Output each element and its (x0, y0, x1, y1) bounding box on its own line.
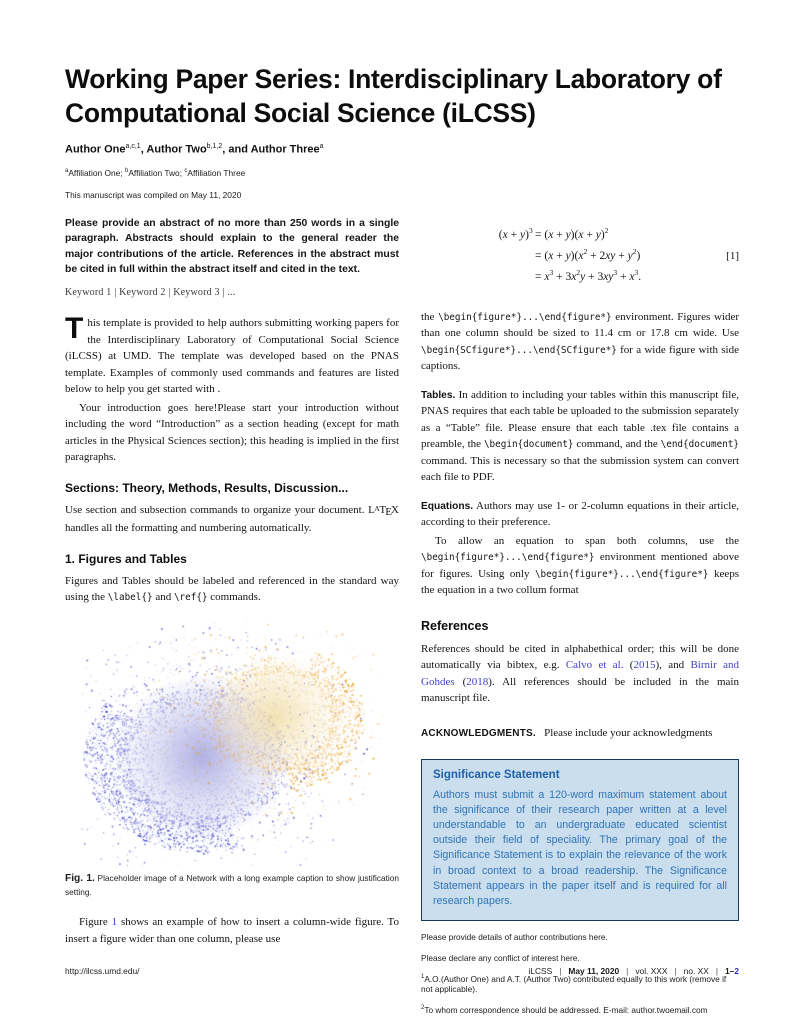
text-segment: Affiliation One; (68, 168, 125, 178)
text-segment: b (125, 168, 129, 175)
text-segment: vol. XXX (635, 966, 668, 976)
text-segment: ( (454, 675, 467, 688)
references-heading: References (421, 618, 489, 633)
text-segment: To allow an equation to span both columns, use the (435, 534, 739, 547)
text-segment: 3 (549, 267, 554, 277)
text-segment: + (617, 270, 630, 283)
text-segment: 2 (604, 226, 609, 235)
text-segment: x (544, 270, 550, 283)
page-footer (65, 966, 739, 976)
equation-lhs (471, 266, 535, 287)
text-segment: Placeholder image of a Network with a long example caption to show justification setting. (65, 872, 399, 898)
after-figure-paragraph (65, 914, 399, 947)
paper-title: Working Paper Series: Interdisciplinary Laboratory of Computational Social Science (iLCSS) (65, 64, 722, 129)
significance-title: Significance Statement (433, 769, 560, 782)
text-segment: a (319, 143, 324, 150)
significance-statement-box (421, 759, 739, 920)
intro-paragraph-1-text: his template is provided to help authors submitting working papers for the Interdisciplinary Laboratory of Computational Social Science (iLCSS) at UMD. The template was developed based on the PNAS template. Examples of commonly used commands and features are listed below to help you get started with . (65, 317, 399, 396)
text-segment: | (715, 966, 718, 976)
text-segment: y (580, 270, 586, 283)
equation-row (471, 224, 739, 245)
figures-paragraph (65, 573, 399, 606)
text-segment: command, and the (573, 438, 661, 451)
inline-link[interactable]: 1 (111, 916, 118, 929)
text-segment: \end{document} (660, 439, 739, 451)
two-column-body (65, 216, 739, 1015)
text-segment: for a wide figure with side captions. (421, 343, 739, 373)
text-segment: Figures and Tables should be labeled and referenced in the standard way using the (65, 574, 399, 604)
intro-paragraph-1 (65, 312, 399, 398)
text-segment: | (626, 966, 629, 976)
equation-row (471, 245, 739, 266)
tables-paragraph (421, 387, 739, 486)
text-segment: 2 (632, 246, 637, 256)
text-segment: no. XX (683, 966, 709, 976)
figures-tables-heading: 1. Figures and Tables (65, 551, 187, 566)
equation-row (471, 266, 739, 287)
text-segment: 3 (528, 226, 533, 235)
text-segment: ) (525, 228, 529, 241)
text-segment: y (627, 249, 633, 262)
text-segment: References should be cited in alphabethical order; this will be done automatically via bibtex, e.g. (421, 642, 739, 672)
text-segment: keeps the equation in a two collum format (421, 567, 739, 597)
keywords-line: Keyword 1 | Keyword 2 | Keyword 3 | ... (65, 287, 236, 299)
text-segment: commands. (207, 591, 261, 604)
text-segment: y (565, 228, 571, 241)
text-segment: Fig. 1. (65, 872, 95, 884)
text-segment: + 3 (585, 270, 604, 283)
text-segment: Authors may use 1- or 2-column equations in their article, according to their preference. (421, 499, 739, 529)
text-segment: \begin{SCfigure*}...\end{SCfigure*} (421, 344, 617, 356)
sections-heading: Sections: Theory, Methods, Results, Discussion... (65, 480, 349, 495)
text-segment: environment. Figures wider than one column should be sized to 11.4 cm or 17.8 cm wide. Use (421, 310, 739, 340)
text-segment: command. This is necessary so that the submission system can convert each file to PDF. (421, 454, 739, 484)
equation-lhs (471, 245, 535, 266)
footer-url-link[interactable]: http://ilcss.umd.edu/ (65, 966, 140, 976)
text-segment: shows an example of how to insert a column-wide figure. To insert a figure wider than one column, please use (65, 916, 399, 945)
text-segment: May 11, 2020 (568, 966, 620, 976)
text-segment: L (368, 503, 375, 516)
text-segment: )( (570, 228, 579, 241)
text-segment: Use section and subsection commands to organize your document. (65, 503, 369, 516)
text-segment: | (559, 966, 562, 976)
text-segment: 1– (725, 966, 735, 976)
affiliations-line (65, 168, 735, 178)
text-segment: Affiliation Two; (128, 168, 185, 178)
text-segment: x (578, 249, 584, 262)
text-segment: = ( (535, 249, 549, 262)
inline-link[interactable]: Birnir and Gohdes (421, 659, 739, 688)
intro-paragraph-2: Your introduction goes here!Please start your introduction without including the word “Introduction” as a section heading (except for math articles in the Physical Sciences section); this heading is implied in the first paragraphs. (65, 401, 399, 464)
inline-link[interactable]: Calvo et al. (565, 659, 624, 672)
text-segment: b,1,2 (206, 143, 223, 150)
footnote-2 (421, 1005, 739, 1015)
text-segment: )( (570, 249, 579, 262)
drop-cap: T (65, 312, 84, 346)
authors-line (65, 143, 735, 156)
text-segment: ), and (655, 659, 691, 672)
conflict-of-interest-note: Please declare any conflict of interest here. (421, 952, 580, 963)
text-segment: + (615, 249, 628, 262)
text-segment: A (374, 503, 380, 513)
text-segment: To whom correspondence should be addressed. E-mail: author.twoemail.com (424, 1004, 708, 1015)
equation-number: [1] (726, 249, 739, 262)
text-segment: a,c,1 (125, 143, 141, 150)
equations-paragraph-1 (421, 498, 739, 531)
text-segment: ). All references should be included in the main manuscript file. (421, 675, 739, 705)
text-segment: y (519, 228, 526, 241)
abstract-text: Please provide an abstract of no more than 250 words in a single paragraph. Abstracts should explain to the general reader the major contributions of the article. References in the abstract must be cited in full within the abstract itself and cited in the text. (65, 218, 399, 275)
footer-journal-line (528, 966, 739, 976)
text-segment: T (379, 503, 387, 516)
text-segment: Equations. (421, 500, 474, 512)
equation-1 (421, 224, 739, 287)
text-segment: handles all the formatting and numbering automatically. (65, 522, 312, 535)
equation-lhs (471, 224, 535, 245)
text-segment: c (184, 168, 188, 175)
acknowledgments-paragraph (421, 725, 739, 742)
text-segment: Figure (79, 916, 112, 929)
footnote-1 (421, 974, 739, 994)
text-segment: \ref{} (173, 592, 208, 604)
text-segment: = (535, 270, 545, 283)
text-segment: In addition to including your tables within this manuscript file, PNAS requires that each table be uploaded to the submission separately as a “Table” file. Please ensure that each table .tex file contains a preamble, the (421, 388, 739, 451)
text-segment: \label{} (107, 592, 153, 604)
text-segment: x (548, 228, 554, 241)
text-segment: , and Author Three (222, 143, 320, 156)
text-segment: 2 (576, 267, 581, 277)
text-segment: ( (623, 659, 634, 672)
text-segment: a (65, 168, 69, 175)
text-segment: x (629, 270, 635, 283)
text-segment: + (583, 228, 596, 241)
text-segment: x (571, 270, 577, 283)
text-segment: . (638, 270, 642, 283)
references-paragraph (421, 641, 739, 707)
text-segment: ( (498, 228, 503, 241)
text-segment: Please include your acknowledgments (535, 726, 713, 739)
text-segment: = ( (535, 228, 549, 241)
equation-rhs (535, 224, 739, 245)
sections-paragraph (65, 502, 399, 537)
text-segment: 3 (613, 267, 618, 277)
text-segment: X (391, 503, 399, 516)
text-segment: x (578, 228, 584, 241)
right-column (421, 216, 739, 1015)
text-segment: 3 (634, 267, 639, 277)
text-segment: environment mentioned above for figures. Using only (421, 551, 739, 580)
text-segment: ACKNOWLEDGMENTS. (421, 727, 536, 739)
text-segment: y (595, 228, 601, 241)
text-segment: ) (636, 249, 641, 262)
text-segment: \begin{figure*}...\end{figure*} (421, 552, 595, 564)
text-segment: A.O.(Author One) and A.T. (Author Two) contributed equally to this work (remove if not applicable). (421, 973, 727, 994)
text-segment: + 3 (553, 270, 572, 283)
text-segment: Affiliation Three (187, 168, 246, 178)
text-segment: x (502, 228, 508, 241)
figure-1-caption (65, 872, 399, 899)
text-segment: Author One (65, 143, 126, 156)
text-segment: + (507, 228, 520, 241)
text-segment: | (674, 966, 677, 976)
equation-rhs (535, 245, 739, 266)
figure-env-paragraph (421, 309, 739, 375)
network-figure-canvas (81, 618, 383, 866)
text-segment: 2 (583, 246, 588, 256)
text-segment: Tables. (421, 389, 456, 401)
left-column (65, 216, 399, 1015)
inline-link[interactable]: 2018 (466, 675, 489, 688)
text-segment: \begin{document} (483, 439, 574, 451)
text-segment: 1 (421, 973, 425, 980)
text-segment: y (565, 249, 571, 262)
equation-rhs (535, 266, 739, 287)
equations-paragraph-2 (421, 533, 739, 599)
author-contributions-note: Please provide details of author contributions here. (421, 931, 608, 942)
significance-body: Authors must submit a 120-word maximum statement about the significance of their research paper written at a level understandable to an undergraduate educated scientist outside their field of speciality. The primary goal of the Significance Statement is to explain the relevance of the work in broad context to a broad readership. The Significance Statement appears in the paper itself and is required for all research papers. (433, 789, 727, 907)
text-segment: ) (600, 228, 605, 241)
text-segment: + 2 (587, 249, 606, 262)
text-segment: iLCSS (528, 966, 553, 976)
text-segment: 2 (421, 1004, 425, 1011)
text-segment: x (548, 249, 554, 262)
text-segment: xy (605, 249, 616, 262)
text-segment: + (553, 249, 566, 262)
text-segment: the (421, 310, 439, 323)
text-segment: \begin{figure*}...\end{figure*} (534, 568, 709, 580)
text-segment: , Author Two (140, 143, 207, 156)
text-segment: 2 (734, 966, 739, 976)
text-segment: \begin{figure*}...\end{figure*} (438, 311, 612, 323)
text-segment: + (553, 228, 566, 241)
inline-link[interactable]: 2015 (633, 659, 656, 672)
text-segment: xy (603, 270, 614, 283)
text-segment: and (152, 591, 174, 604)
figure-1 (81, 618, 383, 866)
compiled-date-line: This manuscript was compiled on May 11, 2020 (65, 190, 242, 200)
text-segment: E (385, 505, 392, 518)
